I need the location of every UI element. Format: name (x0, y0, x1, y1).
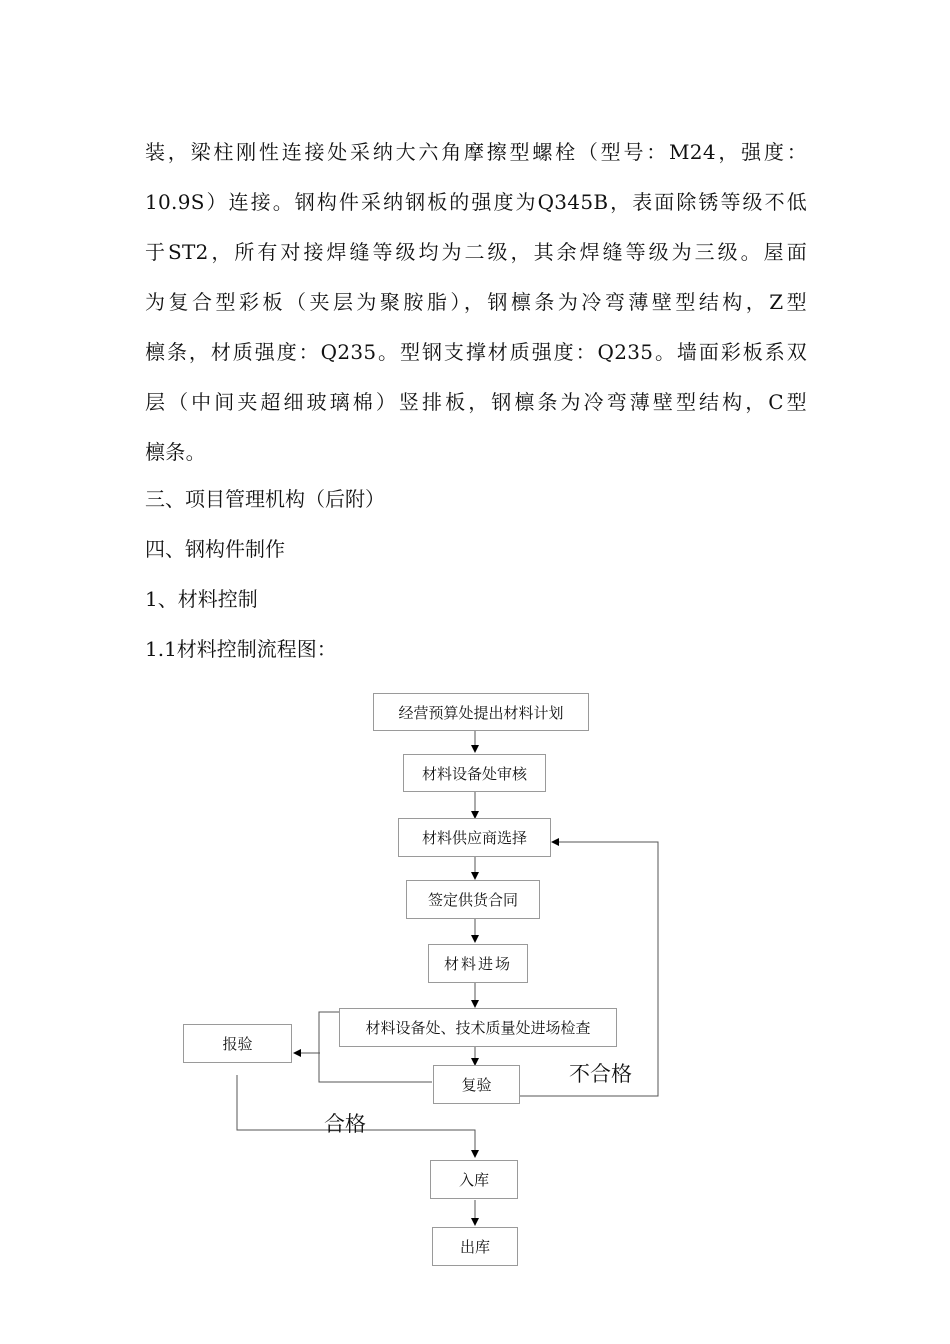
section-heading-3: 三、项目管理机构（后附） (145, 487, 385, 511)
subsection-heading-material-control: 1、材料控制 (145, 587, 258, 611)
flow-step-arrival: 材料进场 (428, 944, 528, 983)
flow-step-review: 材料设备处审核 (403, 754, 546, 792)
flow-step-inspection: 材料设备处、技术质量处进场检查 (339, 1008, 617, 1047)
flow-step-material-plan: 经营预算处提出材料计划 (373, 693, 589, 731)
flow-step-warehouse-in: 入库 (430, 1160, 518, 1199)
flow-step-report: 报验 (183, 1024, 292, 1063)
label-fail: 不合格 (569, 1062, 632, 1086)
paragraph-line: 层（中间夹超细玻璃棉）竖排板，钢檩条为冷弯薄壁型结构，C型 (145, 390, 807, 414)
paragraph-line: 10.9S）连接。钢构件采纳钢板的强度为Q345B，表面除锈等级不低 (145, 190, 807, 214)
flow-step-contract: 签定供货合同 (406, 880, 540, 919)
paragraph-line: 于ST2，所有对接焊缝等级均为二级，其余焊缝等级为三级。屋面 (145, 240, 807, 264)
body-paragraph (145, 127, 807, 477)
paragraph-line: 装，梁柱刚性连接处采纳大六角摩擦型螺栓（型号：M24，强度： (145, 140, 807, 164)
section-heading-4: 四、钢构件制作 (145, 537, 285, 561)
paragraph-line: 檩条，材质强度：Q235。型钢支撑材质强度：Q235。墙面彩板系双 (145, 340, 807, 364)
subsection-heading-flowchart: 1.1材料控制流程图： (145, 637, 337, 661)
flow-step-warehouse-out: 出库 (432, 1227, 518, 1266)
paragraph-line: 檩条。 (145, 440, 206, 464)
flow-step-supplier-selection: 材料供应商选择 (398, 818, 551, 857)
paragraph-line: 为复合型彩板（夹层为聚胺脂），钢檩条为冷弯薄壁型结构，Z型 (145, 290, 807, 314)
label-pass: 合格 (324, 1112, 366, 1136)
flow-step-reinspect: 复验 (433, 1065, 520, 1104)
